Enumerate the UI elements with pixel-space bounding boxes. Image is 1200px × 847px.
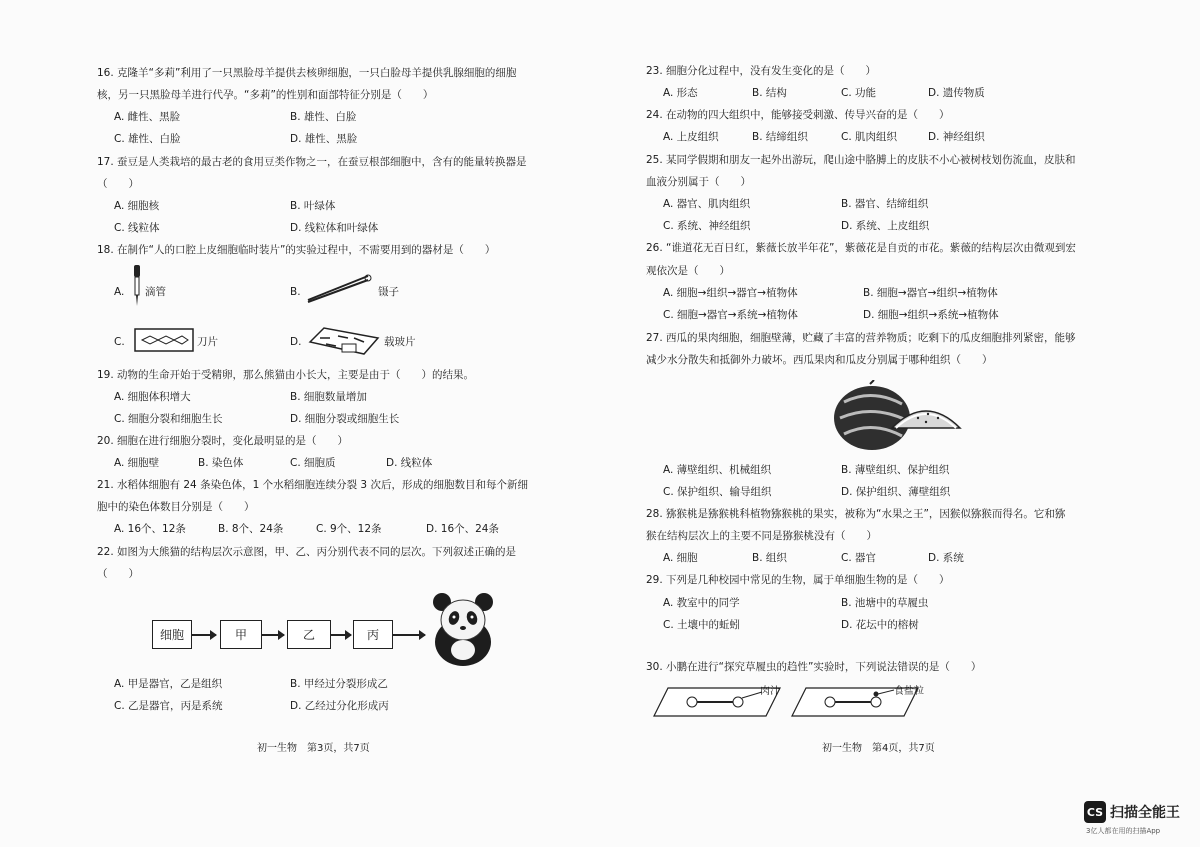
q29-option-a: A. 教室中的同学 (663, 597, 740, 609)
q26-text-2: 观依次是（ ） (646, 265, 730, 277)
q24-option-b: B. 结缔组织 (752, 131, 808, 143)
q21-option-c: C. 9个、12条 (316, 523, 382, 535)
q19-option-c: C. 细胞分裂和细胞生长 (114, 413, 223, 425)
q23-option-c: C. 功能 (841, 87, 877, 99)
q24-option-a: A. 上皮组织 (663, 131, 719, 143)
q20-option-d: D. 线粒体 (386, 457, 433, 469)
label-salt-grain: 食盐粒 (894, 686, 924, 697)
camscanner-name: 扫描全能王 (1110, 805, 1180, 821)
q19-option-d: D. 细胞分裂或细胞生长 (290, 413, 400, 425)
q19-option-a: A. 细胞体积增大 (114, 391, 191, 403)
q18-option-d-text: 载玻片 (384, 336, 416, 348)
q22-option-b: B. 甲经过分裂形成乙 (290, 678, 388, 690)
right-page-footer: 初一生物 第4页，共7页 (822, 743, 935, 754)
q22-option-a: A. 甲是器官，乙是组织 (114, 678, 223, 690)
q27-option-c: C. 保护组织、输导组织 (663, 486, 772, 498)
q29-option-c: C. 土壤中的蚯蚓 (663, 619, 741, 631)
tweezers-icon (304, 270, 374, 306)
q18-option-b-text: 镊子 (378, 286, 399, 298)
q22-option-c: C. 乙是器官，丙是系统 (114, 700, 223, 712)
q28-option-c: C. 器官 (841, 552, 877, 564)
q25-text-1: 25. 某同学假期和朋友一起外出游玩，爬山途中胳膊上的皮肤不小心被树枝划伤流血，皮肤和 (646, 154, 1076, 166)
q21-text-2: 胞中的染色体数目分别是（ ） (97, 501, 255, 513)
q25-option-d: D. 系统、上皮组织 (841, 220, 930, 232)
q18-option-d-letter: D. (290, 336, 302, 348)
q18-option-a-text: 滴管 (145, 286, 166, 298)
q25-option-c: C. 系统、神经组织 (663, 220, 751, 232)
q18-option-b-letter: B. (290, 286, 301, 298)
q18-text-1: 18. 在制作“人的口腔上皮细胞临时装片”的实验过程中，不需要用到的器材是（ ） (97, 244, 496, 256)
q25-option-b: B. 器官、结缔组织 (841, 198, 929, 210)
hierarchy-box-jia: 甲 (220, 620, 262, 649)
q26-option-d: D. 细胞→组织→系统→植物体 (863, 309, 999, 321)
q26-text-1: 26. “谁道花无百日红，紫薇长放半年花”，紫薇花是自贡的市花。紫薇的结构层次由微观到宏 (646, 242, 1076, 254)
q23-option-b: B. 结构 (752, 87, 787, 99)
q22-option-d: D. 乙经过分化形成丙 (290, 700, 389, 712)
dropper-icon (130, 264, 144, 308)
q17-option-c: C. 线粒体 (114, 222, 160, 234)
q17-option-d: D. 线粒体和叶绿体 (290, 222, 379, 234)
arrow-icon (192, 634, 216, 636)
q18-option-c-text: 刀片 (197, 336, 218, 348)
q27-option-a: A. 薄壁组织、机械组织 (663, 464, 772, 476)
arrow-icon (262, 634, 284, 636)
hierarchy-box-bing: 丙 (353, 620, 393, 649)
q18-option-c-letter: C. (114, 336, 125, 348)
q29-option-b: B. 池塘中的草履虫 (841, 597, 929, 609)
left-page-footer: 初一生物 第3页，共7页 (257, 743, 370, 754)
q21-option-d: D. 16个、24条 (426, 523, 499, 535)
q21-option-a: A. 16个、12条 (114, 523, 186, 535)
hierarchy-box-cell: 细胞 (152, 620, 192, 649)
q27-option-b: B. 薄壁组织、保护组织 (841, 464, 950, 476)
q17-text-2: （ ） (97, 178, 139, 190)
q25-text-2: 血液分别属于（ ） (646, 176, 751, 188)
q24-text-1: 24. 在动物的四大组织中，能够接受刺激、传导兴奋的是（ ） (646, 109, 950, 121)
glass-slide-icon (308, 324, 380, 358)
q28-option-d: D. 系统 (928, 552, 964, 564)
q22-text-2: （ ） (97, 568, 139, 580)
q28-option-a: A. 细胞 (663, 552, 698, 564)
q26-option-b: B. 细胞→器官→组织→植物体 (863, 287, 998, 299)
q26-option-c: C. 细胞→器官→系统→植物体 (663, 309, 798, 321)
blade-icon (134, 326, 196, 356)
q17-text-1: 17. 蚕豆是人类栽培的最古老的食用豆类作物之一，在蚕豆根部细胞中，含有的能量转换器是 (97, 156, 527, 168)
arrow-icon (393, 634, 425, 636)
q28-option-b: B. 组织 (752, 552, 787, 564)
q16-option-a: A. 雌性、黑脸 (114, 111, 181, 123)
q28-text-2: 猴在结构层次上的主要不同是猕猴桃没有（ ） (646, 530, 877, 542)
q20-option-c: C. 细胞质 (290, 457, 336, 469)
panda-illustration (428, 590, 498, 668)
arrow-icon (331, 634, 351, 636)
q29-option-d: D. 花坛中的榕树 (841, 619, 919, 631)
q21-option-b: B. 8个、24条 (218, 523, 284, 535)
q16-option-b: B. 雄性、白脸 (290, 111, 357, 123)
q18-option-a-letter: A. (114, 286, 125, 298)
q24-option-d: D. 神经组织 (928, 131, 985, 143)
q20-option-b: B. 染色体 (198, 457, 244, 469)
q23-option-d: D. 遗传物质 (928, 87, 985, 99)
q20-text-1: 20. 细胞在进行细胞分裂时，变化最明显的是（ ） (97, 435, 349, 447)
q23-option-a: A. 形态 (663, 87, 698, 99)
q16-option-c: C. 雄性、白脸 (114, 133, 181, 145)
q24-option-c: C. 肌肉组织 (841, 131, 898, 143)
q21-text-1: 21. 水稻体细胞有 24 条染色体，1 个水稻细胞连续分裂 3 次后，形成的细胞数目和每个新细 (97, 479, 528, 491)
camscanner-logo-icon: CS (1084, 801, 1106, 823)
q25-option-a: A. 器官、肌肉组织 (663, 198, 751, 210)
q26-option-a: A. 细胞→组织→器官→植物体 (663, 287, 798, 299)
q30-text-1: 30. 小鹏在进行“探究草履虫的趋性”实验时，下列说法错误的是（ ） (646, 661, 982, 673)
q27-text-2: 减少水分散失和抵御外力破坏。西瓜果肉和瓜皮分别属于哪种组织（ ） (646, 354, 993, 366)
q27-option-d: D. 保护组织、薄壁组织 (841, 486, 951, 498)
q22-text-1: 22. 如图为大熊猫的结构层次示意图，甲、乙、丙分别代表不同的层次。下列叙述正确的是 (97, 546, 517, 558)
q16-text-1: 16. 克隆羊“多莉”利用了一只黑脸母羊提供去核卵细胞，一只白脸母羊提供乳腺细胞的细胞 (97, 67, 517, 79)
camscanner-tagline: 3亿人都在用的扫描App (1086, 827, 1161, 835)
q16-option-d: D. 雄性、黑脸 (290, 133, 358, 145)
q27-text-1: 27. 西瓜的果肉细胞，细胞壁薄，贮藏了丰富的营养物质；吃剩下的瓜皮细胞排列紧密，能够 (646, 332, 1076, 344)
q16-text-2: 核，另一只黑脸母羊进行代孕。“多莉”的性别和面部特征分别是（ ） (97, 89, 434, 101)
q28-text-1: 28. 猕猴桃是猕猴桃科植物猕猴桃的果实，被称为“水果之王”，因猴似猕猴而得名。它和猕 (646, 508, 1066, 520)
q23-text-1: 23. 细胞分化过程中，没有发生变化的是（ ） (646, 65, 877, 77)
q19-text-1: 19. 动物的生命开始于受精卵，那么熊猫由小长大，主要是由于（ ）的结果。 (97, 369, 475, 381)
hierarchy-box-yi: 乙 (287, 620, 331, 649)
q17-option-a: A. 细胞核 (114, 200, 160, 212)
q17-option-b: B. 叶绿体 (290, 200, 336, 212)
q29-text-1: 29. 下列是几种校园中常见的生物，属于单细胞生物的是（ ） (646, 574, 950, 586)
q20-option-a: A. 细胞壁 (114, 457, 160, 469)
label-meat-juice: 肉汁 (760, 686, 780, 697)
q19-option-b: B. 细胞数量增加 (290, 391, 367, 403)
watermelon-illustration (830, 380, 964, 452)
